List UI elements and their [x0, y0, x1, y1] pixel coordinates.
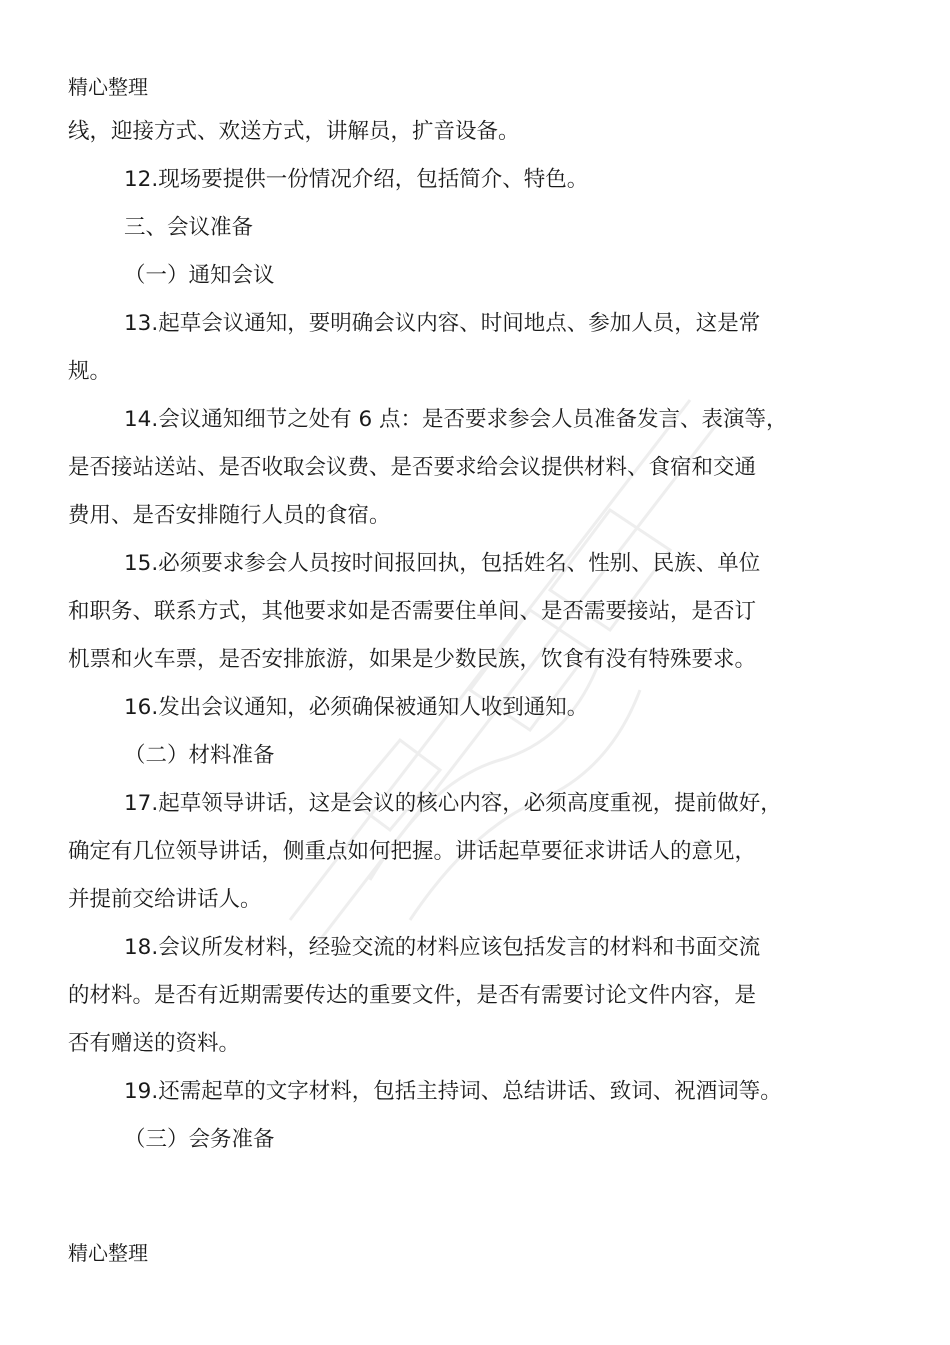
- body-text: [68, 108, 848, 1164]
- text-line: 否有赠送的资料。: [68, 1031, 241, 1056]
- text-line: 的材料。是否有近期需要传达的重要文件，是否有需要讨论文件内容，是: [68, 983, 757, 1008]
- page-footer: 精心整理: [68, 1241, 148, 1265]
- text-line: 机票和火车票，是否安排旅游，如果是少数民族，饮食有没有特殊要求。: [68, 647, 757, 672]
- text-line: 规。: [68, 359, 112, 384]
- page-header: 精心整理: [68, 75, 148, 99]
- text-line: 线，迎接方式、欢送方式，讲解员，扩音设备。: [68, 119, 520, 144]
- text-line: 是否接站送站、是否收取会议费、是否要求给会议提供材料、食宿和交通: [68, 455, 757, 480]
- text-line: 和职务、联系方式，其他要求如是否需要住单间、是否需要接站，是否订: [68, 599, 757, 624]
- text-line: （二）材料准备: [124, 743, 275, 768]
- text-line: 费用、是否安排随行人员的食宿。: [68, 503, 391, 528]
- text-line: 18.会议所发材料，经验交流的材料应该包括发言的材料和书面交流: [124, 935, 761, 960]
- text-line: 15.必须要求参会人员按时间报回执，包括姓名、性别、民族、单位: [124, 551, 761, 576]
- text-line: 19.还需起草的文字材料，包括主持词、总结讲话、致词、祝酒词等。: [124, 1079, 782, 1104]
- text-line: 三、会议准备: [124, 215, 254, 240]
- text-line: 14.会议通知细节之处有 6 点：是否要求参会人员准备发言、表演等，: [124, 407, 788, 432]
- text-line: 确定有几位领导讲话，侧重点如何把握。讲话起草要征求讲话人的意见，: [68, 839, 757, 864]
- text-line: 17.起草领导讲话，这是会议的核心内容，必须高度重视，提前做好，: [124, 791, 782, 816]
- text-line: 并提前交给讲话人。: [68, 887, 262, 912]
- text-line: （一）通知会议: [124, 263, 275, 288]
- text-line: 16.发出会议通知，必须确保被通知人收到通知。: [124, 695, 589, 720]
- text-line: 13.起草会议通知，要明确会议内容、时间地点、参加人员，这是常: [124, 311, 761, 336]
- text-line: （三）会务准备: [124, 1127, 275, 1152]
- text-line: 12.现场要提供一份情况介绍，包括简介、特色。: [124, 167, 589, 192]
